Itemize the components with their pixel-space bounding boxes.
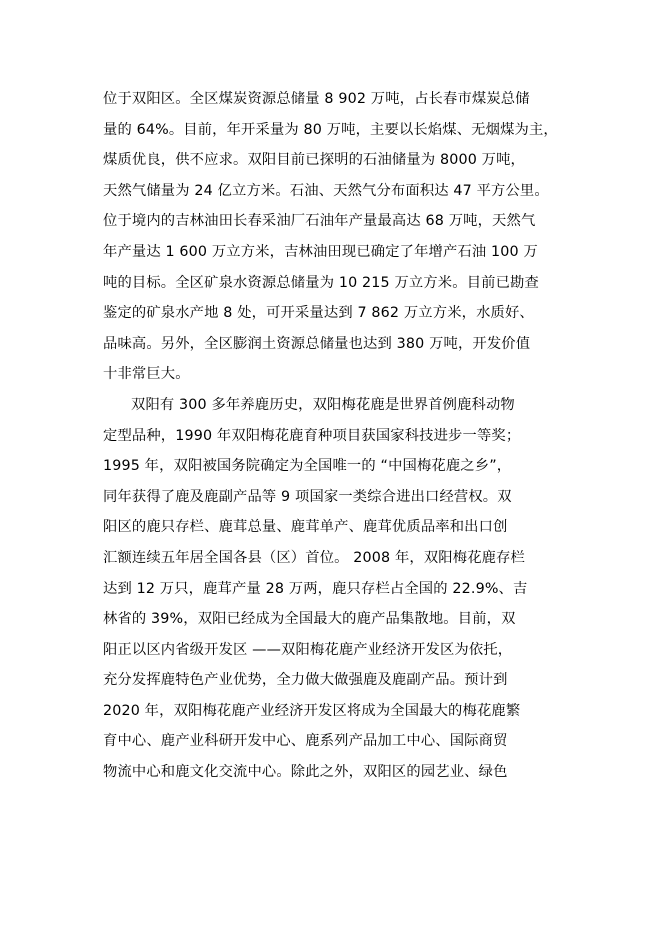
text-line: 量的 64%。目前，年开采量为 80 万吨，主要以长焰煤、无烟煤为主， bbox=[103, 121, 558, 138]
text-line: 煤质优良，供不应求。双阳目前已探明的石油储量为 8000 万吨， bbox=[103, 152, 525, 169]
text-line: 汇额连续五年居全国各县（区）首位。 2008 年，双阳梅花鹿存栏 bbox=[103, 549, 525, 566]
text-line: 十非常巨大。 bbox=[103, 366, 190, 383]
text-line: 阳区的鹿只存栏、鹿茸总量、鹿茸单产、鹿茸优质品率和出口创 bbox=[103, 519, 508, 536]
text-line: 定型品种，1990 年双阳梅花鹿育种项目获国家科技进步一等奖； bbox=[103, 427, 521, 444]
text-line: 育中心、鹿产业科研开发中心、鹿系列产品加工中心、国际商贸 bbox=[103, 733, 508, 750]
text-line: 同年获得了鹿及鹿副产品等 9 项国家一类综合进出口经营权。双 bbox=[103, 488, 512, 505]
text-line: 2020 年，双阳梅花鹿产业经济开发区将成为全国最大的梅花鹿繁 bbox=[103, 702, 521, 719]
text-line: 年产量达 1 600 万立方米，吉林油田现已确定了年增产石油 100 万 bbox=[103, 243, 538, 260]
text-line: 位于境内的吉林油田长春采油厂石油年产量最高达 68 万吨，天然气 bbox=[103, 213, 536, 230]
text-line: 鉴定的矿泉水产地 8 处，可开采量达到 7 862 万立方米，水质好、 bbox=[103, 305, 534, 322]
text-line: 充分发挥鹿特色产业优势，全力做大做强鹿及鹿副产品。预计到 bbox=[103, 672, 508, 689]
text-line: 品味高。另外，全区膨润土资源总储量也达到 380 万吨，开发价值 bbox=[103, 335, 531, 352]
text-line: 吨的目标。全区矿泉水资源总储量为 10 215 万立方米。目前已勘查 bbox=[103, 274, 539, 291]
paragraph-first-line: 双阳有 300 多年养鹿历史，双阳梅花鹿是世界首例鹿科动物 bbox=[131, 396, 515, 413]
text-line: 1995 年，双阳被国务院确定为全国唯一的 “中国梅花鹿之乡”， bbox=[103, 458, 512, 475]
text-line: 林省的 39%，双阳已经成为全国最大的鹿产品集散地。目前，双 bbox=[103, 611, 516, 628]
body-text bbox=[103, 84, 563, 788]
text-line: 阳正以区内省级开发区 ——双阳梅花鹿产业经济开发区为依托， bbox=[103, 641, 513, 658]
text-line: 位于双阳区。全区煤炭资源总储量 8 902 万吨，占长春市煤炭总储 bbox=[103, 91, 530, 107]
text-line: 达到 12 万只，鹿茸产量 28 万两，鹿只存栏占全国的 22.9%、吉 bbox=[103, 580, 528, 597]
text-line: 物流中心和鹿文化交流中心。除此之外，双阳区的园艺业、绿色 bbox=[103, 764, 508, 781]
text-line: 天然气储量为 24 亿立方米。石油、天然气分布面积达 47 平方公里。 bbox=[103, 182, 549, 199]
